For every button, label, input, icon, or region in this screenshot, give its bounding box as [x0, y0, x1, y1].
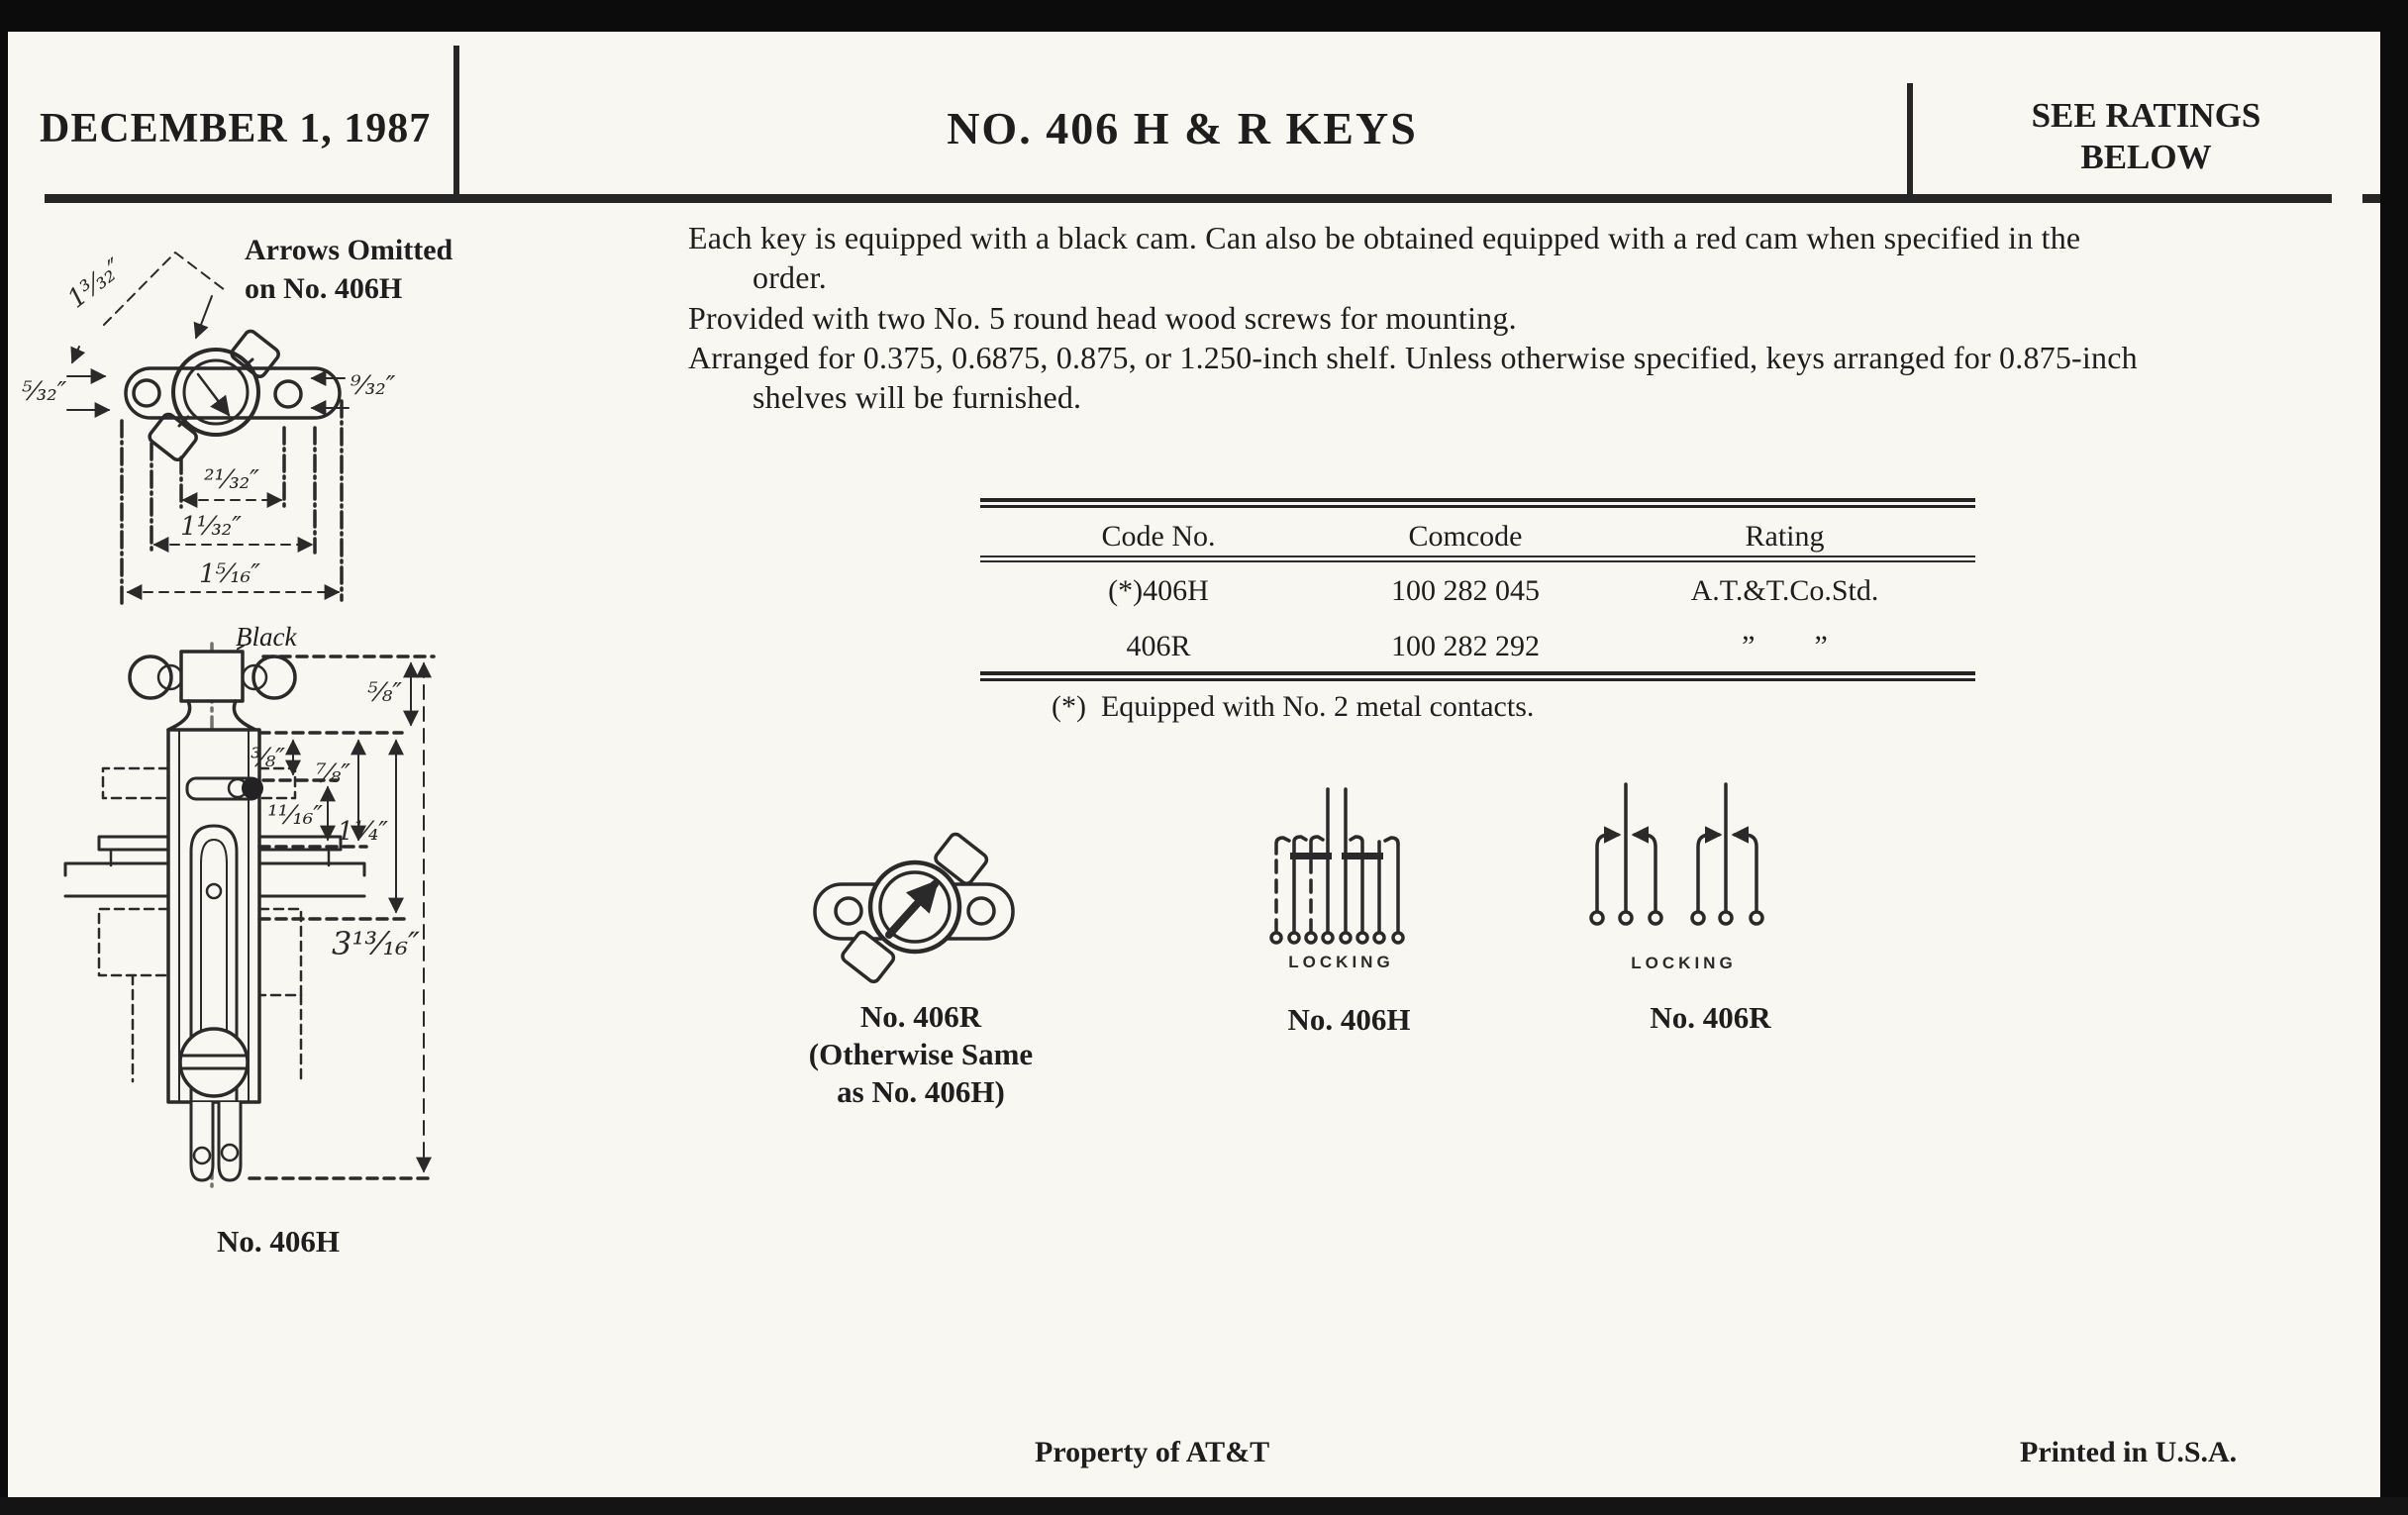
dim-label-5-32: ⁵⁄₃₂″	[22, 377, 67, 407]
body-paragraph-2: Provided with two No. 5 round head wood screws for mounting.	[688, 300, 1517, 336]
body-paragraph-1-line-1: Each key is equipped with a black cam. Can also be obtained equipped with a red cam when specified in the	[688, 220, 2081, 255]
dim-label-3-8: ³⁄₈″	[251, 744, 285, 773]
table-cell-comcode-406r: 100 282 292	[1391, 630, 1540, 662]
key-plate-outline	[126, 329, 340, 462]
r-caption-line2: (Otherwise Same	[808, 1037, 1034, 1071]
dim-label-1-5-16: 1⁵⁄₁₆″	[199, 559, 260, 589]
key-406r-top-view-drawing	[787, 837, 1040, 1000]
contact-diagram-406h-caption: No. 406H	[1287, 1002, 1411, 1037]
extension-lines	[250, 656, 434, 1178]
table-cell-comcode-406h: 100 282 045	[1391, 574, 1540, 607]
document-date: DECEMBER 1, 1987	[40, 106, 432, 152]
ratings-note-line1: SEE RATINGS	[2031, 96, 2261, 135]
table-cell-code-406r: 406R	[1126, 630, 1191, 662]
body-paragraph-1-line-2: order.	[752, 259, 827, 295]
table-top-rule	[980, 498, 1975, 508]
dim-label-5-8: ⁵⁄₈″	[367, 678, 402, 708]
dim-label-1-3-32: 1³⁄₃₂″	[61, 252, 130, 315]
contact-terminals	[1271, 933, 1403, 943]
cam-arrow	[198, 374, 229, 415]
table-header-code: Code No.	[1101, 520, 1216, 553]
header-bottom-rule	[45, 194, 2332, 203]
locking-label-406h: LOCKING	[1288, 953, 1394, 971]
key-plate-outline	[815, 832, 1013, 984]
table-header-rating: Rating	[1745, 520, 1825, 553]
page-title: NO. 406 H & R KEYS	[947, 103, 1418, 153]
footer-printed-note: Printed in U.S.A.	[2020, 1436, 2238, 1468]
dim-label-9-32: ⁹⁄₃₂″	[351, 371, 396, 401]
dim-label-21-32: ²¹⁄₃₂″	[204, 465, 259, 495]
r-top-view-caption	[733, 998, 1109, 1111]
dim-label-3-13-16: 3¹³⁄₁₆″	[332, 925, 420, 962]
contact-diagram-406r-caption: No. 406R	[1650, 1000, 1771, 1035]
table-cell-rating-406r: ” ”	[1742, 630, 1828, 662]
dim-label-7-8: ⁷⁄₈″	[316, 759, 351, 789]
contact-terminals	[1591, 912, 1762, 924]
table-cell-code-406h: (*)406H	[1108, 574, 1209, 607]
footer-property-note: Property of AT&T	[1035, 1436, 1270, 1468]
table-row	[980, 574, 1975, 608]
contact-leads	[1276, 789, 1398, 932]
scan-bottom-edge	[0, 1497, 2408, 1515]
table-header-comcode: Comcode	[1408, 520, 1523, 553]
table-footnote: (*) Equipped with No. 2 metal contacts.	[1052, 690, 1535, 723]
ratings-note	[1913, 95, 2379, 178]
table-cell-rating-406h: A.T.&T.Co.Std.	[1690, 574, 1879, 607]
arrows-omitted-note-line2: on No. 406H	[245, 272, 403, 305]
r-caption-line3: as No. 406H)	[837, 1074, 1005, 1109]
table-header-row	[980, 520, 1975, 554]
contact-diagram-406r	[1587, 780, 1770, 931]
key-top-view-drawing	[15, 226, 480, 666]
contact-diagram-406h	[1265, 784, 1414, 955]
dim-label-1-1-32: 1¹⁄₃₂″	[180, 512, 242, 542]
ratings-note-line2: BELOW	[2080, 138, 2212, 176]
contact-leads	[1597, 784, 1756, 911]
r-caption-line1: No. 406R	[859, 999, 982, 1034]
side-view-caption: No. 406H	[217, 1224, 340, 1259]
locking-label-406r: LOCKING	[1631, 954, 1737, 972]
dim-label-1-1-4: 1¹⁄₄″	[337, 817, 388, 847]
dim-label-11-16: ¹¹⁄₁₆″	[267, 801, 323, 831]
body-paragraph-3-line-2: shelves will be furnished.	[752, 379, 1082, 415]
table-header-rule	[980, 556, 1975, 562]
table-row	[980, 630, 1975, 663]
black-cam-label: Black	[236, 622, 297, 652]
body-paragraph-3-line-1: Arranged for 0.375, 0.6875, 0.875, or 1.250-inch shelf. Unless otherwise specified, keys arranged for 0.875-inch	[688, 340, 2138, 375]
key-body	[168, 730, 263, 1180]
arrows-omitted-note-line1: Arrows Omitted	[245, 234, 453, 266]
header-bottom-rule-fragment	[2362, 194, 2380, 203]
key-side-view-drawing	[54, 634, 470, 1206]
table-bottom-rule	[980, 671, 1975, 681]
